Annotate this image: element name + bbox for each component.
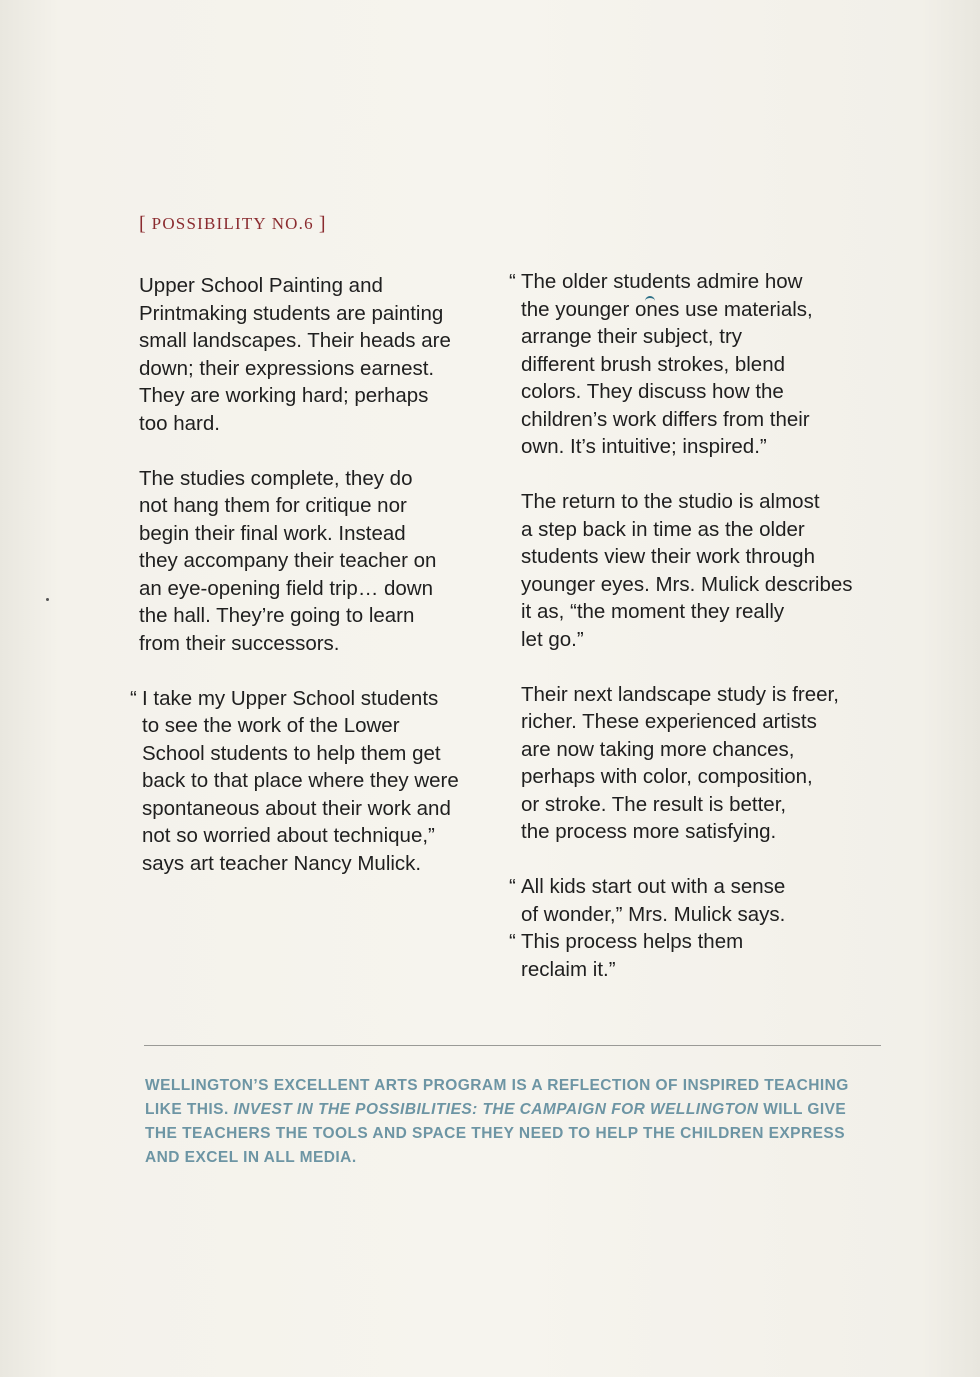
paragraph-return: The return to the studio is almost a step back in time as the older students view their work through younger eyes. Mrs. Mulick describes it as, “the moment they really let go.” bbox=[521, 490, 853, 651]
ink-mark bbox=[645, 296, 655, 302]
paragraph-intro: Upper School Painting and Printmaking students are painting small landscapes. Their heads are down; their expressions earnest. They are working hard; perhaps too hard. bbox=[139, 274, 451, 435]
callout-text-1: WELLINGTON’S EXCELLENT ARTS PROGRAM IS A REFLECTION OF INSPIRED TEACHING LIKE THIS. bbox=[145, 1077, 849, 1118]
quote-teacher bbox=[130, 685, 509, 878]
quote-wonder-text: All kids start out with a sense of wonder,” Mrs. Mulick says. bbox=[521, 875, 786, 926]
callout-campaign-name: INVEST IN THE POSSIBILITIES: THE CAMPAIGN FOR WELLINGTON bbox=[233, 1101, 759, 1118]
quote-reclaim-text: This process helps them reclaim it.” bbox=[521, 930, 744, 981]
quote-mark: “ bbox=[509, 270, 516, 293]
quote-mark: “ bbox=[130, 686, 137, 710]
right-column bbox=[509, 268, 891, 1011]
paragraph-field-trip: The studies complete, they do not hang them for critique nor begin their final work. Instead they accompany their teacher on an eye-opening field trip… down the hall. They’re going to learn from their successors. bbox=[139, 466, 437, 655]
quote-wonder bbox=[509, 873, 891, 928]
label-open-bracket: [ bbox=[139, 213, 147, 235]
divider-rule bbox=[144, 1045, 881, 1046]
quote-older-students-text: The older students admire how the younger ones use materials, arrange their subject, try different brush strokes, blend colors. They discuss how the children’s work differs from their own. It’s intuitive; inspired.” bbox=[521, 270, 813, 458]
callout-text-2: WILL GIVE THE TEACHERS THE TOOLS AND SPACE THEY NEED TO HELP THE CHILDREN EXPRESS AND EXCEL IN ALL MEDIA. bbox=[145, 1101, 847, 1166]
paper-speck bbox=[46, 598, 49, 601]
quote-teacher-text: I take my Upper School students to see the work of the Lower School students to help them get back to that place where they were spontaneous about their work and not so worried about technique,” says art teacher Nancy Mulick. bbox=[142, 686, 459, 875]
label-text: POSSIBILITY NO.6 bbox=[151, 214, 314, 233]
paragraph-next-study: Their next landscape study is freer, richer. These experienced artists are now taking more chances, perhaps with color, composition, or stroke. The result is better, the process more satisfying. bbox=[521, 682, 839, 843]
quote-older-students bbox=[509, 268, 891, 461]
left-column bbox=[130, 272, 509, 905]
quote-reclaim bbox=[509, 928, 891, 983]
label-close-bracket: ] bbox=[318, 213, 327, 235]
campaign-callout bbox=[145, 1074, 865, 1170]
quote-mark: “ bbox=[509, 930, 516, 953]
section-label bbox=[139, 212, 326, 235]
quote-mark: “ bbox=[509, 875, 516, 898]
